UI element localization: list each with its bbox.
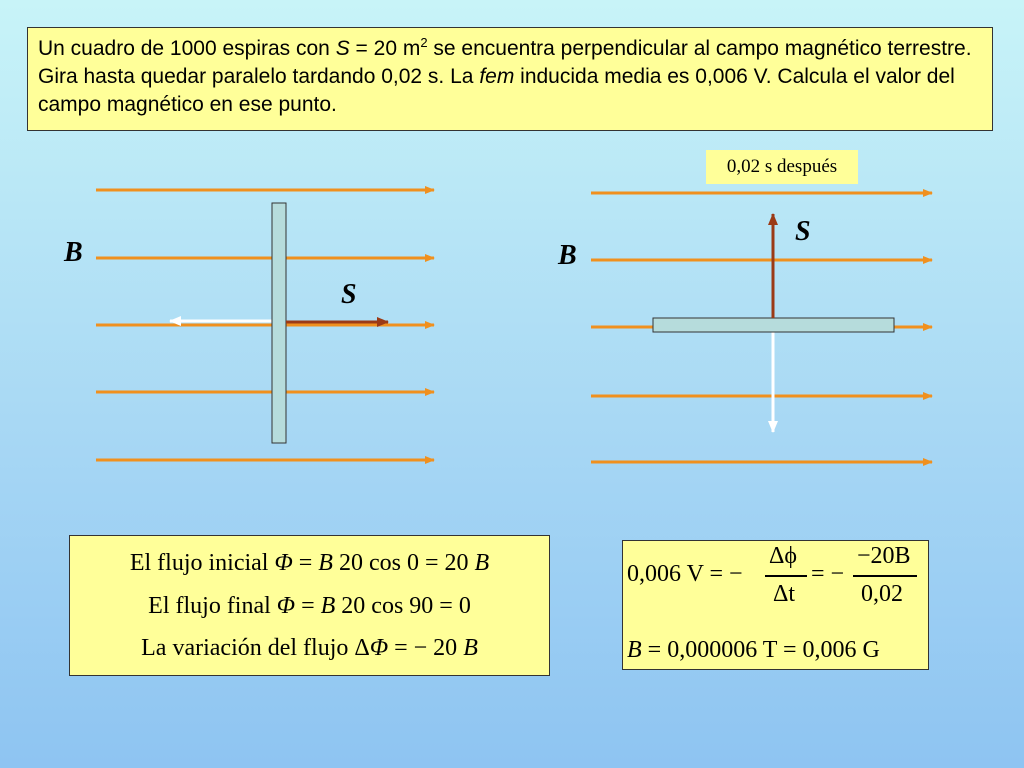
eq-text: = [295, 593, 321, 619]
eq-text: El flujo final [148, 593, 277, 619]
frac2-numerator: −20B [857, 543, 911, 569]
frac1-denominator: Δt [773, 581, 796, 607]
problem-text-1: Un cuadro de 1000 espiras con [38, 37, 336, 60]
b-symbol: B [463, 635, 478, 661]
flux-change-line [70, 635, 549, 662]
initial-flux-line [70, 550, 549, 577]
exponent: 2 [420, 35, 428, 50]
frac2-bar [853, 575, 917, 577]
equals-minus: = − [811, 561, 845, 587]
right-b-label: B [558, 240, 577, 271]
eq-text: El flujo inicial [129, 550, 275, 576]
left-field-lines [96, 190, 434, 460]
left-s-label: S [341, 279, 357, 310]
eq-text: = − 20 [388, 635, 464, 661]
coil-edge-view [653, 318, 894, 332]
phi-symbol: Φ [276, 593, 296, 619]
frac1-bar [765, 575, 807, 577]
frac2-denominator: 0,02 [861, 581, 903, 607]
emf-lhs: 0,006 V = − [627, 561, 743, 587]
eq-text: 20 cos 0 = 20 [332, 550, 475, 576]
flux-equations-box [69, 535, 550, 676]
eq-text: = [292, 550, 319, 576]
phi-symbol: Φ [274, 550, 293, 576]
b-symbol: B [474, 550, 490, 576]
b-symbol: B [320, 593, 336, 619]
problem-text-4: inducida media es 0,006 V. Calcula el valor del campo magnético en ese punto. [38, 65, 955, 116]
problem-text-3: se encuentra perpendicular al campo magnético terrestre. Gira hasta quedar paralelo tardando 0,02 s. La [38, 37, 972, 88]
area-symbol: S [335, 37, 350, 60]
problem-text-2: = 20 m [349, 37, 421, 60]
frac1-numerator: Δϕ [769, 543, 798, 569]
result-text: = 0,000006 T = 0,006 G [641, 637, 880, 663]
result-equations-box [622, 540, 929, 670]
fem-word: fem [479, 65, 515, 88]
phi-symbol: Φ [369, 635, 389, 661]
b-symbol: B [627, 637, 642, 663]
final-flux-line [70, 593, 549, 620]
coil-edge-view [272, 203, 286, 443]
left-b-label: B [64, 237, 83, 268]
b-symbol: B [318, 550, 333, 576]
eq-text: 20 cos 90 = 0 [335, 593, 471, 619]
eq-text: La variación del flujo Δ [141, 635, 370, 661]
result-line [627, 637, 880, 664]
right-s-label: S [795, 216, 811, 247]
time-tag: 0,02 s después [706, 150, 858, 184]
